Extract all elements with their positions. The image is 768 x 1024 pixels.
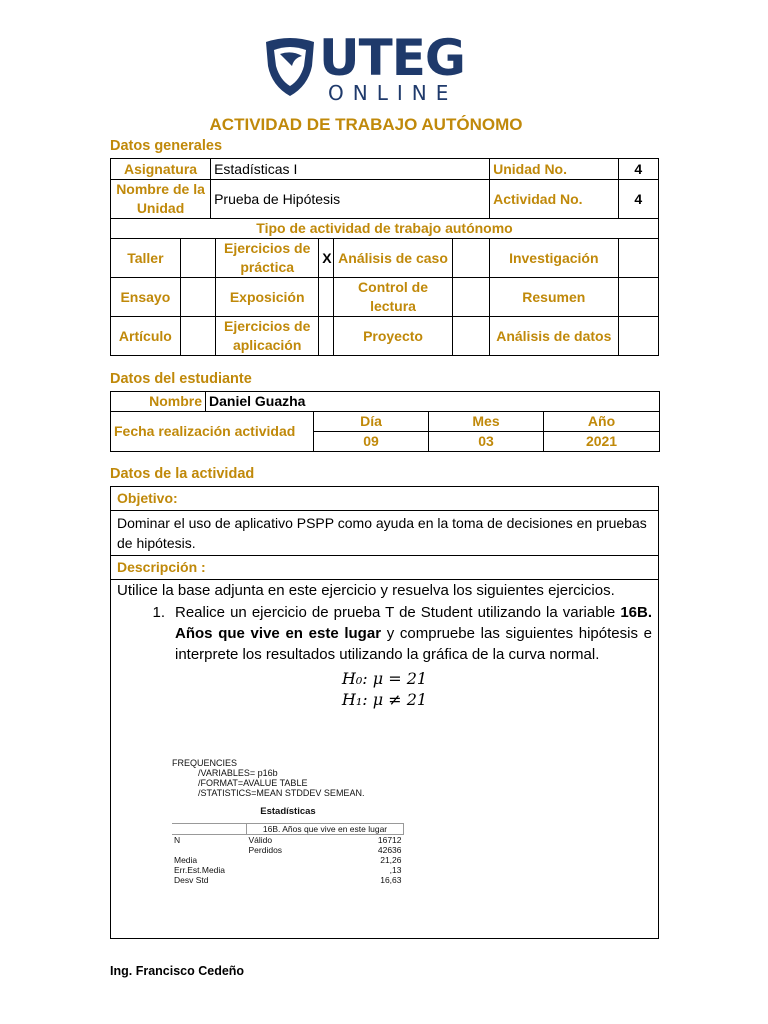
descripcion-intro: Utilice la base adjunta en este ejercicio y resuelva los siguientes ejercicios. <box>117 582 615 599</box>
type-investigacion: Investigación <box>490 239 618 278</box>
general-table <box>110 158 659 356</box>
spss-header-blank <box>172 824 247 835</box>
table-row <box>172 855 404 865</box>
anio-label: Año <box>544 412 660 432</box>
table-row <box>172 865 404 875</box>
type-analisis-datos: Análisis de datos <box>490 317 618 356</box>
checkbox-taller <box>180 239 215 278</box>
asignatura-label: Asignatura <box>111 159 211 180</box>
checkbox-ensayo <box>180 278 215 317</box>
spss-cmd-2: /VARIABLES= p16b <box>198 768 278 778</box>
checkbox-control-lectura <box>452 278 489 317</box>
exercise-text <box>175 602 652 665</box>
footer-author: Ing. Francisco Cedeño <box>110 964 245 978</box>
type-proyecto: Proyecto <box>334 317 452 356</box>
checkbox-proyecto <box>452 317 489 356</box>
spss-col-header: 16B. Años que vive en este lugar <box>247 824 404 835</box>
spss-row-sublabel <box>247 865 326 875</box>
anio-value: 2021 <box>544 432 660 452</box>
spss-row-label: N <box>174 835 181 845</box>
exercise-item <box>117 602 652 665</box>
uteg-logo <box>264 29 474 105</box>
fecha-label: Fecha realización actividad <box>111 412 314 452</box>
type-ensayo: Ensayo <box>111 278 181 317</box>
checkbox-articulo <box>180 317 215 356</box>
spss-row-label: Desv Std <box>174 875 209 885</box>
dia-value: 09 <box>314 432 429 452</box>
hypothesis-h1: H₁: μ ≠ 21 <box>341 690 428 709</box>
spss-row-value: 16712 <box>377 835 402 845</box>
nombre-label: Nombre <box>111 392 206 412</box>
type-taller: Taller <box>111 239 181 278</box>
type-analisis-caso: Análisis de caso <box>334 239 452 278</box>
page-title: ACTIVIDAD DE TRABAJO AUTÓNOMO <box>209 115 523 134</box>
spss-table-title: Estadísticas <box>260 806 316 817</box>
type-ejercicios-aplicacion: Ejercicios de aplicación <box>216 317 319 356</box>
spss-cmd-1: FREQUENCIES <box>172 758 238 768</box>
objetivo-label: Objetivo: <box>111 487 659 511</box>
spss-row-sublabel <box>247 855 326 865</box>
section-activity-heading: Datos de la actividad <box>110 466 255 482</box>
unidad-label: Unidad No. <box>490 159 618 180</box>
type-resumen: Resumen <box>490 278 618 317</box>
checkbox-investigacion <box>618 239 659 278</box>
mes-value: 03 <box>429 432 544 452</box>
nombre-unidad-label: Nombre de la Unidad <box>111 180 211 219</box>
dia-label: Día <box>314 412 429 432</box>
spss-cmd-3: /FORMAT=AVALUE TABLE <box>198 778 308 788</box>
logo-sub: ONLINE <box>328 81 458 105</box>
asignatura-value: Estadísticas I <box>211 159 490 180</box>
eagle-shield-icon <box>264 36 316 98</box>
spss-row-sublabel <box>247 875 326 885</box>
checkbox-resumen <box>618 278 659 317</box>
nombre-value: Daniel Guazha <box>206 392 660 412</box>
spss-row-value: 21,26 <box>380 855 402 865</box>
exercise-text-a: Realice un ejercicio de prueba T de Student utilizando la variable <box>175 604 621 621</box>
exercise-variable: 16B. Años que vive en este lugar <box>175 604 652 642</box>
descripcion-body <box>111 580 659 939</box>
mes-label: Mes <box>429 412 544 432</box>
spss-cmd-4: /STATISTICS=MEAN STDDEV SEMEAN. <box>198 788 365 798</box>
objetivo-text: Dominar el uso de aplicativo PSPP como ayuda en la toma de decisiones en pruebas de hipótesis. <box>111 511 659 556</box>
unidad-value: 4 <box>618 159 659 180</box>
exercise-number: 1. <box>152 604 165 621</box>
actividad-value: 4 <box>618 180 659 219</box>
type-articulo: Artículo <box>111 317 181 356</box>
checkbox-analisis-caso <box>452 239 489 278</box>
spss-row-label: Media <box>174 855 198 865</box>
type-control-lectura: Control de lectura <box>334 278 452 317</box>
spss-stats-table <box>172 823 404 885</box>
spss-output <box>172 758 404 885</box>
section-general-heading: Datos generales <box>110 138 223 154</box>
exercise-text-b: y compruebe las siguientes hipótesis e interprete los resultados utilizando la gráfica de la curva normal. <box>175 625 652 663</box>
actividad-label: Actividad No. <box>490 180 618 219</box>
spss-row-value: ,13 <box>389 865 402 875</box>
checkbox-ejercicios-practica: X <box>319 239 334 278</box>
tipo-actividad-label: Tipo de actividad de trabajo autónomo <box>111 219 659 239</box>
student-table <box>110 391 660 452</box>
nombre-unidad-value: Prueba de Hipótesis <box>211 180 490 219</box>
table-row <box>172 835 404 846</box>
checkbox-exposicion <box>319 278 334 317</box>
hypothesis-h0: H₀: μ = 21 <box>341 669 428 688</box>
activity-table <box>110 486 659 939</box>
descripcion-label: Descripción : <box>111 556 659 580</box>
type-exposicion: Exposición <box>216 278 319 317</box>
type-ejercicios-practica: Ejercicios de práctica <box>216 239 319 278</box>
spss-row-sublabel: Válido <box>248 835 273 845</box>
spss-row-value: 16,63 <box>380 875 402 885</box>
spss-row-sublabel: Perdidos <box>248 845 283 855</box>
spss-row-value: 42636 <box>377 845 402 855</box>
spss-row-label: Err.Est.Media <box>174 865 226 875</box>
table-row <box>172 875 404 885</box>
section-student-heading: Datos del estudiante <box>110 371 252 387</box>
checkbox-ejercicios-aplicacion <box>319 317 334 356</box>
table-row <box>172 845 404 855</box>
logo-brand: UTEG <box>319 29 465 87</box>
checkbox-analisis-datos <box>618 317 659 356</box>
spss-row-label <box>172 845 247 855</box>
